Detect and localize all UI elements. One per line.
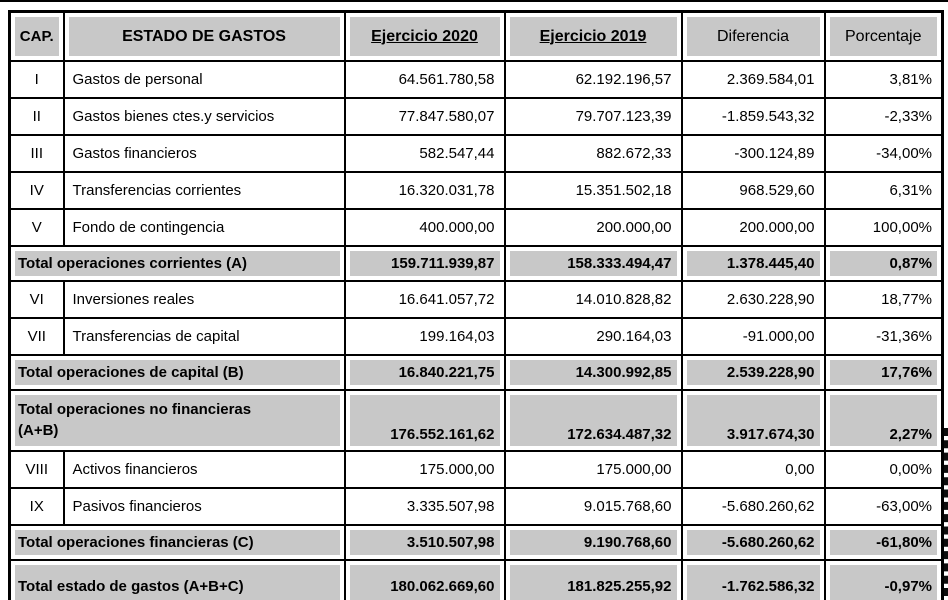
porcentaje-cell-text: -0,97% — [884, 577, 932, 595]
diferencia-cell-text: 3.917.674,30 — [726, 426, 815, 443]
cap-cell-text: VII — [27, 328, 46, 345]
porcentaje-cell — [825, 172, 943, 209]
cap-cell — [10, 488, 64, 525]
ejercicio-2020-cell — [345, 390, 505, 451]
diferencia-cell-text: -1.762.586,32 — [721, 577, 815, 595]
concept-cell — [64, 451, 345, 488]
total-row — [10, 390, 943, 451]
expense-row — [10, 281, 943, 318]
ejercicio-2019-cell-text: 14.010.828,82 — [575, 291, 672, 308]
diferencia-cell — [682, 318, 825, 355]
ejercicio-2020-cell — [345, 560, 505, 600]
concept-cell-text: Pasivos financieros — [72, 498, 202, 515]
ejercicio-2019-cell — [505, 488, 682, 525]
ejercicio-2020-cell — [345, 488, 505, 525]
diferencia-cell-text: 2.539.228,90 — [726, 364, 815, 381]
porcentaje-cell — [825, 318, 943, 355]
concept-cell-text: Gastos bienes ctes.y servicios — [72, 108, 275, 125]
diferencia-cell-text: -91.000,00 — [742, 328, 815, 345]
ejercicio-2020-cell — [345, 209, 505, 246]
concept-cell-text: Gastos de personal — [72, 71, 203, 88]
ejercicio-2020-cell-text: 64.561.780,58 — [398, 71, 495, 88]
ejercicio-2020-cell-text: 16.320.031,78 — [398, 182, 495, 199]
cap-cell-text: IV — [29, 182, 44, 199]
porcentaje-cell — [825, 281, 943, 318]
ejercicio-2019-cell — [505, 98, 682, 135]
porcentaje-cell — [825, 451, 943, 488]
concept-cell — [64, 209, 345, 246]
porcentaje-cell — [825, 560, 943, 600]
concept-cell — [64, 61, 345, 98]
ejercicio-2019-cell — [505, 172, 682, 209]
ejercicio-2020-cell-text: 3.510.507,98 — [406, 534, 495, 551]
ejercicio-2020-cell-text: 175.000,00 — [419, 461, 495, 478]
diferencia-cell — [682, 488, 825, 525]
ejercicio-2020-cell — [345, 135, 505, 172]
ejercicio-2019-cell — [505, 318, 682, 355]
cap-cell — [10, 451, 64, 488]
scan-artifact-dashes — [944, 428, 948, 596]
expense-row — [10, 135, 943, 172]
header-cap: CAP. — [10, 12, 64, 62]
ejercicio-2020-cell — [345, 172, 505, 209]
porcentaje-cell — [825, 525, 943, 560]
diferencia-cell — [682, 135, 825, 172]
total-label-cell-text: Total operaciones financieras (C) — [18, 534, 254, 551]
ejercicio-2020-cell — [345, 525, 505, 560]
expense-row — [10, 318, 943, 355]
ejercicio-2020-cell — [345, 355, 505, 390]
expense-row — [10, 61, 943, 98]
ejercicio-2019-cell — [505, 61, 682, 98]
diferencia-cell — [682, 98, 825, 135]
diferencia-cell — [682, 525, 825, 560]
cap-cell-text: I — [34, 71, 39, 88]
estado-de-gastos-table — [8, 10, 944, 600]
porcentaje-cell — [825, 209, 943, 246]
concept-cell-text: Transferencias de capital — [72, 328, 240, 345]
ejercicio-2020-cell-text: 16.641.057,72 — [398, 291, 495, 308]
cap-cell — [10, 172, 64, 209]
porcentaje-cell-text: -34,00% — [876, 145, 932, 162]
ejercicio-2020-cell-text: 180.062.669,60 — [390, 577, 495, 595]
porcentaje-cell-text: -31,36% — [876, 328, 932, 345]
ejercicio-2019-cell-text: 290.164,03 — [596, 328, 672, 345]
header-ejercicio-2019-label: Ejercicio 2019 — [539, 27, 647, 45]
ejercicio-2020-cell-text: 3.335.507,98 — [406, 498, 495, 515]
porcentaje-cell — [825, 488, 943, 525]
ejercicio-2019-cell-text: 15.351.502,18 — [575, 182, 672, 199]
table-body — [10, 61, 943, 600]
expense-row — [10, 488, 943, 525]
cap-cell-text: V — [31, 219, 42, 236]
ejercicio-2019-cell-text: 9.190.768,60 — [583, 534, 672, 551]
ejercicio-2020-cell — [345, 281, 505, 318]
ejercicio-2019-cell-text: 882.672,33 — [596, 145, 672, 162]
ejercicio-2019-cell-text: 158.333.494,47 — [567, 255, 672, 272]
cap-cell-text: III — [30, 145, 43, 162]
porcentaje-cell-text: 0,00% — [889, 461, 932, 478]
diferencia-cell-text: 2.369.584,01 — [726, 71, 815, 88]
porcentaje-cell — [825, 246, 943, 281]
ejercicio-2019-cell-text: 200.000,00 — [596, 219, 672, 236]
diferencia-cell-text: -5.680.260,62 — [721, 534, 815, 551]
porcentaje-cell — [825, 390, 943, 451]
ejercicio-2019-cell — [505, 135, 682, 172]
diferencia-cell-text: 968.529,60 — [739, 182, 815, 199]
ejercicio-2019-cell — [505, 560, 682, 600]
diferencia-cell-text: 0,00 — [785, 461, 815, 478]
header-ejercicio-2020-label: Ejercicio 2020 — [371, 27, 478, 45]
ejercicio-2019-cell-text: 175.000,00 — [596, 461, 672, 478]
ejercicio-2019-cell-text: 9.015.768,60 — [583, 498, 672, 515]
cap-cell — [10, 135, 64, 172]
total-label-cell — [10, 246, 345, 281]
diferencia-cell — [682, 246, 825, 281]
concept-cell — [64, 98, 345, 135]
ejercicio-2019-cell — [505, 355, 682, 390]
ejercicio-2019-cell-text: 62.192.196,57 — [575, 71, 672, 88]
diferencia-cell — [682, 281, 825, 318]
diferencia-cell-text: 1.378.445,40 — [726, 255, 815, 272]
ejercicio-2020-cell — [345, 61, 505, 98]
cap-cell — [10, 98, 64, 135]
concept-cell — [64, 318, 345, 355]
total-label-cell-text: Total operaciones no financieras (A+B) — [18, 401, 252, 439]
porcentaje-cell — [825, 98, 943, 135]
diferencia-cell — [682, 355, 825, 390]
porcentaje-cell-text: 6,31% — [889, 182, 932, 199]
total-label-cell — [10, 525, 345, 560]
cap-cell — [10, 318, 64, 355]
ejercicio-2020-cell-text: 176.552.161,62 — [390, 426, 495, 443]
ejercicio-2020-cell-text: 16.840.221,75 — [398, 364, 495, 381]
diferencia-cell — [682, 451, 825, 488]
concept-cell — [64, 135, 345, 172]
ejercicio-2019-cell-text: 181.825.255,92 — [567, 577, 672, 595]
header-diferencia: Diferencia — [682, 12, 825, 62]
concept-cell-text: Gastos financieros — [72, 145, 197, 162]
concept-cell-text: Inversiones reales — [72, 291, 195, 308]
cap-cell — [10, 281, 64, 318]
cap-cell-text: VI — [29, 291, 44, 308]
ejercicio-2020-cell — [345, 246, 505, 281]
expense-row — [10, 98, 943, 135]
concept-cell — [64, 172, 345, 209]
ejercicio-2020-cell-text: 582.547,44 — [419, 145, 495, 162]
ejercicio-2019-cell — [505, 525, 682, 560]
total-label-cell-text: Total operaciones de capital (B) — [18, 364, 244, 381]
diferencia-cell — [682, 209, 825, 246]
total-label-cell-text: Total estado de gastos (A+B+C) — [18, 577, 244, 595]
diferencia-cell-text: -300.124,89 — [734, 145, 815, 162]
cap-cell — [10, 209, 64, 246]
total-row — [10, 355, 943, 390]
ejercicio-2020-cell-text: 199.164,03 — [419, 328, 495, 345]
expense-row — [10, 209, 943, 246]
total-row — [10, 246, 943, 281]
porcentaje-cell-text: -61,80% — [876, 534, 932, 551]
total-row — [10, 525, 943, 560]
ejercicio-2020-cell — [345, 451, 505, 488]
total-label-cell — [10, 355, 345, 390]
diferencia-cell-text: 200.000,00 — [739, 219, 815, 236]
total-label-cell — [10, 560, 345, 600]
porcentaje-cell-text: -2,33% — [884, 108, 932, 125]
page-top-edge-line — [0, 0, 948, 2]
cap-cell-text: IX — [29, 498, 44, 515]
total-row — [10, 560, 943, 600]
expense-row — [10, 172, 943, 209]
ejercicio-2019-cell — [505, 281, 682, 318]
header-ejercicio-2019 — [505, 12, 682, 62]
porcentaje-cell — [825, 61, 943, 98]
porcentaje-cell-text: 2,27% — [889, 426, 932, 443]
diferencia-cell-text: -1.859.543,32 — [721, 108, 815, 125]
diferencia-cell — [682, 172, 825, 209]
concept-cell — [64, 281, 345, 318]
ejercicio-2020-cell-text: 159.711.939,87 — [391, 255, 495, 272]
ejercicio-2020-cell-text: 77.847.580,07 — [398, 108, 495, 125]
diferencia-cell — [682, 390, 825, 451]
porcentaje-cell-text: 17,76% — [881, 364, 932, 381]
porcentaje-cell-text: 100,00% — [872, 219, 932, 236]
ejercicio-2019-cell — [505, 451, 682, 488]
ejercicio-2020-cell-text: 400.000,00 — [419, 219, 495, 236]
diferencia-cell — [682, 560, 825, 600]
ejercicio-2020-cell — [345, 98, 505, 135]
cap-cell-text: II — [32, 108, 41, 125]
porcentaje-cell-text: 18,77% — [881, 291, 932, 308]
porcentaje-cell-text: -63,00% — [876, 498, 932, 515]
ejercicio-2019-cell-text: 172.634.487,32 — [567, 426, 672, 443]
diferencia-cell-text: -5.680.260,62 — [721, 498, 815, 515]
ejercicio-2019-cell — [505, 209, 682, 246]
cap-cell — [10, 61, 64, 98]
concept-cell-text: Activos financieros — [72, 461, 198, 478]
concept-cell — [64, 488, 345, 525]
ejercicio-2019-cell-text: 79.707.123,39 — [575, 108, 672, 125]
concept-cell-text: Transferencias corrientes — [72, 182, 242, 199]
porcentaje-cell-text: 3,81% — [889, 71, 932, 88]
diferencia-cell-text: 2.630.228,90 — [726, 291, 815, 308]
header-ejercicio-2020 — [345, 12, 505, 62]
total-label-cell — [10, 390, 345, 451]
header-row — [10, 12, 943, 62]
ejercicio-2019-cell — [505, 390, 682, 451]
diferencia-cell — [682, 61, 825, 98]
porcentaje-cell — [825, 355, 943, 390]
header-estado-de-gastos: ESTADO DE GASTOS — [64, 12, 345, 62]
porcentaje-cell-text: 0,87% — [889, 255, 932, 272]
cap-cell-text: VIII — [25, 461, 48, 478]
expense-row — [10, 451, 943, 488]
total-label-cell-text: Total operaciones corrientes (A) — [18, 255, 247, 272]
porcentaje-cell — [825, 135, 943, 172]
ejercicio-2019-cell-text: 14.300.992,85 — [575, 364, 672, 381]
header-porcentaje: Porcentaje — [825, 12, 943, 62]
ejercicio-2020-cell — [345, 318, 505, 355]
concept-cell-text: Fondo de contingencia — [72, 219, 225, 236]
ejercicio-2019-cell — [505, 246, 682, 281]
